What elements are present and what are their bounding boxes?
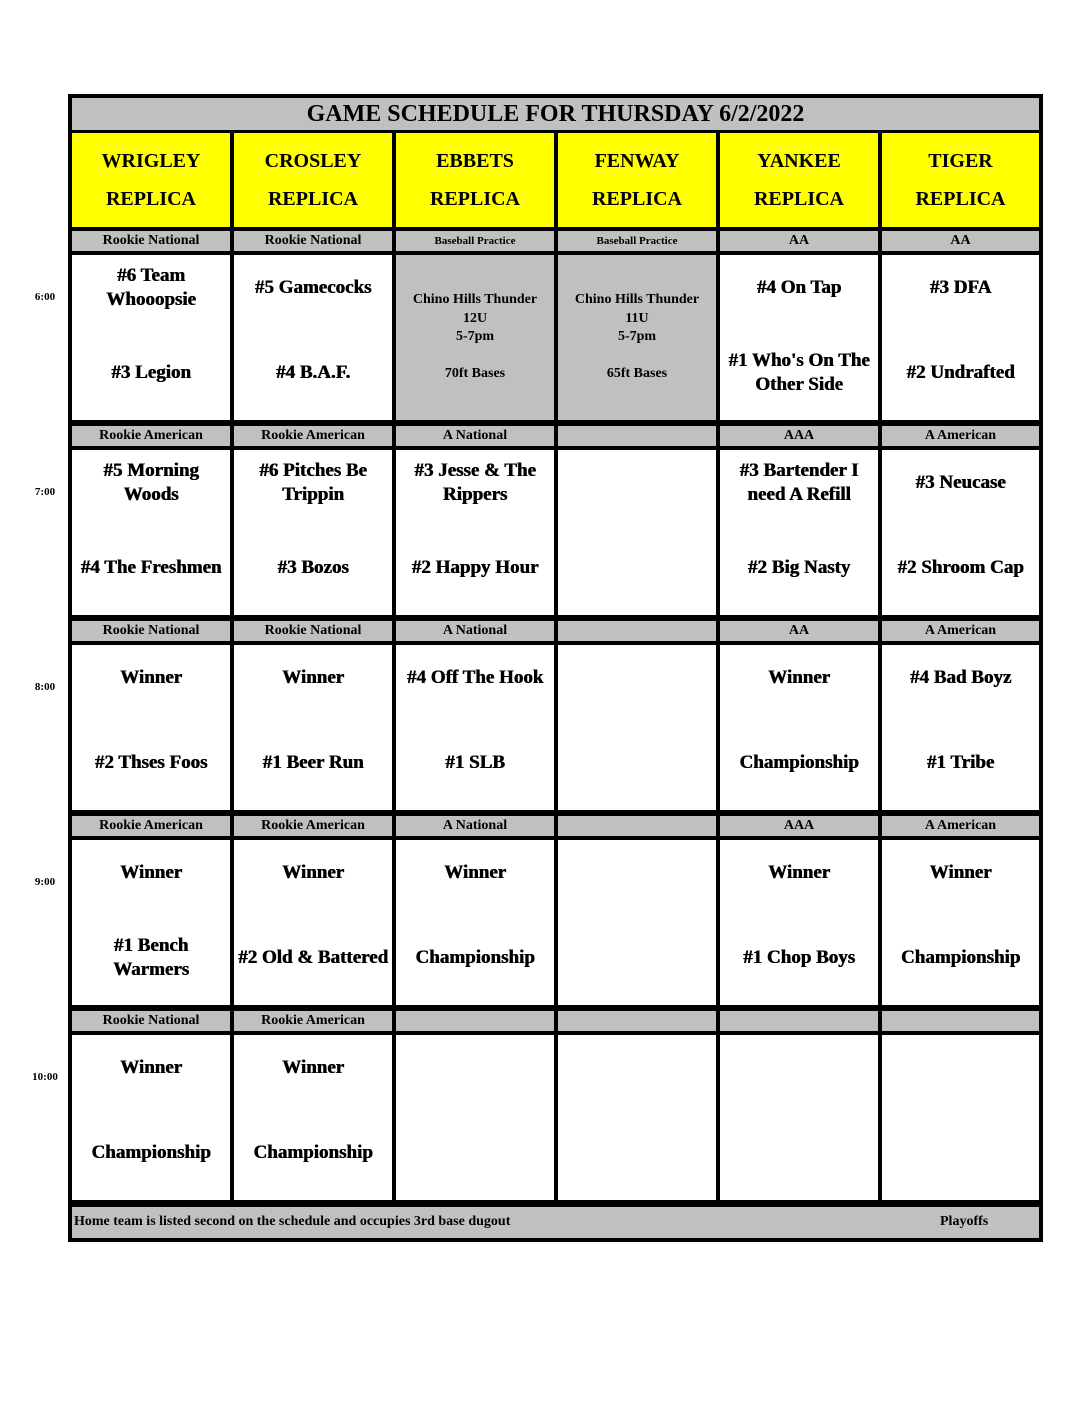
home-team: Championship [415,947,535,968]
division-label [558,816,716,836]
game-cell [882,1035,1039,1200]
practice-line: 5-7pm [617,329,657,344]
practice-cell [396,255,554,420]
field-header [234,133,392,227]
visiting-team: Winner [120,862,182,883]
visiting-team: #3 Neucase [915,472,1006,493]
division-label: AA [882,231,1039,251]
game-cell [882,840,1039,1005]
visiting-team: Winner [929,862,992,883]
game-cell [558,1035,716,1200]
field-header [558,133,716,227]
division-label: A American [882,426,1039,446]
division-label: Rookie National [234,231,392,251]
visiting-team [722,1041,876,1095]
practice-details [560,291,714,383]
visiting-team: Winner [282,862,344,883]
home-team [560,541,714,595]
visiting-team: #4 On Tap [756,277,842,298]
division-label: A National [396,816,554,836]
field-subtitle: REPLICA [753,188,844,210]
division-label [558,426,716,446]
game-cell [396,645,554,810]
division-label [396,1011,554,1031]
home-team: Championship [900,947,1021,968]
visiting-team: #4 Bad Boyz [909,667,1012,688]
home-team: #1 Who's On The Other Side [728,350,870,395]
game-cell [558,840,716,1005]
game-cell [396,840,554,1005]
home-team: #4 B.A.F. [275,362,351,383]
footer-note: Home team is listed second on the schedule and occupies 3rd base dugout [74,1214,511,1229]
field-name: FENWAY [594,150,680,172]
division-label: Rookie National [72,231,230,251]
home-team [560,1126,714,1180]
division-label [720,1011,878,1031]
field-subtitle: REPLICA [105,188,196,210]
division-label: Baseball Practice [396,231,554,251]
visiting-team [560,456,714,510]
game-cell [234,840,392,1005]
field-header [720,133,878,227]
game-cell [720,450,878,615]
field-subtitle: REPLICA [429,188,520,210]
visiting-team: Winner [282,1057,344,1078]
division-label: Rookie American [72,816,230,836]
game-cell [882,645,1039,810]
time-slot-label: 10:00 [32,1071,58,1083]
home-team: #3 Bozos [277,557,349,578]
game-cell [72,840,230,1005]
division-label: Rookie American [234,816,392,836]
field-header [882,133,1039,227]
division-label: Baseball Practice [558,231,716,251]
practice-line: 5-7pm [455,329,495,344]
practice-line: 12U [462,310,488,326]
field-name: CROSLEY [264,150,362,172]
home-team: #2 Shroom Cap [897,557,1024,578]
time-slot-label: 9:00 [34,876,56,888]
time-slot-label: 8:00 [34,681,56,693]
home-team: #1 SLB [445,752,505,773]
game-cell [72,255,230,420]
visiting-team: #5 Gamecocks [254,277,372,298]
home-team: Championship [91,1142,211,1163]
division-label: AAA [720,816,878,836]
division-label: A National [396,426,554,446]
division-label: Rookie American [234,1011,392,1031]
home-team: #2 Undrafted [906,362,1015,383]
visiting-team [560,846,714,900]
game-cell [72,645,230,810]
home-team: #2 Happy Hour [411,557,539,578]
home-team [884,1126,1037,1180]
division-label: A American [882,621,1039,641]
division-label: Rookie National [234,621,392,641]
division-label: A National [396,621,554,641]
game-cell [882,255,1039,420]
game-cell [234,1035,392,1200]
footer [72,1207,1039,1238]
home-team: #2 Old & Battered [237,947,389,968]
home-team [722,1126,876,1180]
division-label: Rookie National [72,1011,230,1031]
home-team: #3 Legion [111,362,191,383]
visiting-team [398,1041,552,1095]
game-cell [72,1035,230,1200]
practice-cell [558,255,716,420]
practice-line [560,347,714,365]
home-team [398,1126,552,1180]
visiting-team: Winner [282,667,344,688]
division-label: AA [720,231,878,251]
home-team: #1 Tribe [926,752,995,773]
visiting-team: Winner [768,862,830,883]
visiting-team: Winner [444,862,506,883]
game-cell [234,450,392,615]
practice-line: 70ft Bases [444,365,506,381]
division-label [558,1011,716,1031]
visiting-team: #5 Morning Woods [103,460,199,505]
visiting-team: #3 DFA [929,277,992,298]
game-cell [720,840,878,1005]
practice-line [398,347,552,365]
game-cell [720,645,878,810]
practice-line: 11U [625,310,649,326]
division-label: A American [882,816,1039,836]
home-team: #2 Thses Foos [94,752,208,773]
division-label: Rookie American [234,426,392,446]
visiting-team: Winner [120,1057,182,1078]
practice-line: 65ft Bases [606,365,668,381]
game-cell [720,255,878,420]
footer-playoffs-label: Playoffs [940,1214,989,1229]
game-cell [558,645,716,810]
time-slot-label: 6:00 [34,291,56,303]
schedule-table [68,94,1043,1242]
home-team: #1 Chop Boys [743,947,855,968]
field-name: EBBETS [436,150,514,172]
practice-line: Chino Hills Thunder [574,292,700,307]
visiting-team: #3 Jesse & The Rippers [414,460,536,505]
visiting-team: #3 Bartender I need A Refill [739,460,859,505]
division-label [882,1011,1039,1031]
field-name: WRIGLEY [101,150,201,172]
game-cell [558,450,716,615]
field-name: TIGER [928,150,993,172]
visiting-team [560,651,714,705]
home-team [560,736,714,790]
home-team [560,931,714,985]
game-cell [72,450,230,615]
division-label: AA [720,621,878,641]
game-cell [234,255,392,420]
visiting-team [560,1041,714,1095]
practice-details [398,291,552,383]
visiting-team [884,1041,1037,1095]
page-title: GAME SCHEDULE FOR THURSDAY 6/2/2022 [72,98,1039,130]
field-subtitle: REPLICA [591,188,682,210]
game-cell [720,1035,878,1200]
home-team: #1 Bench Warmers [113,935,189,980]
field-subtitle: REPLICA [267,188,358,210]
field-subtitle: REPLICA [915,188,1006,210]
time-slot-label: 7:00 [34,486,56,498]
field-header [72,133,230,227]
field-header [396,133,554,227]
division-label: Rookie National [72,621,230,641]
visiting-team: #6 Team Whooopsie [106,265,196,310]
home-team: #4 The Freshmen [80,557,222,578]
field-name: YANKEE [757,150,841,172]
division-label: AAA [720,426,878,446]
visiting-team: #4 Off The Hook [406,667,544,688]
division-label [558,621,716,641]
home-team: #1 Beer Run [262,752,364,773]
game-cell [234,645,392,810]
practice-line: Chino Hills Thunder [412,292,538,307]
game-cell [396,1035,554,1200]
game-cell [882,450,1039,615]
visiting-team: Winner [120,667,182,688]
home-team: Championship [739,752,859,773]
division-label: Rookie American [72,426,230,446]
home-team: Championship [253,1142,373,1163]
visiting-team: Winner [768,667,830,688]
home-team: #2 Big Nasty [747,557,851,578]
game-cell [396,450,554,615]
visiting-team: #6 Pitches Be Trippin [259,460,367,505]
